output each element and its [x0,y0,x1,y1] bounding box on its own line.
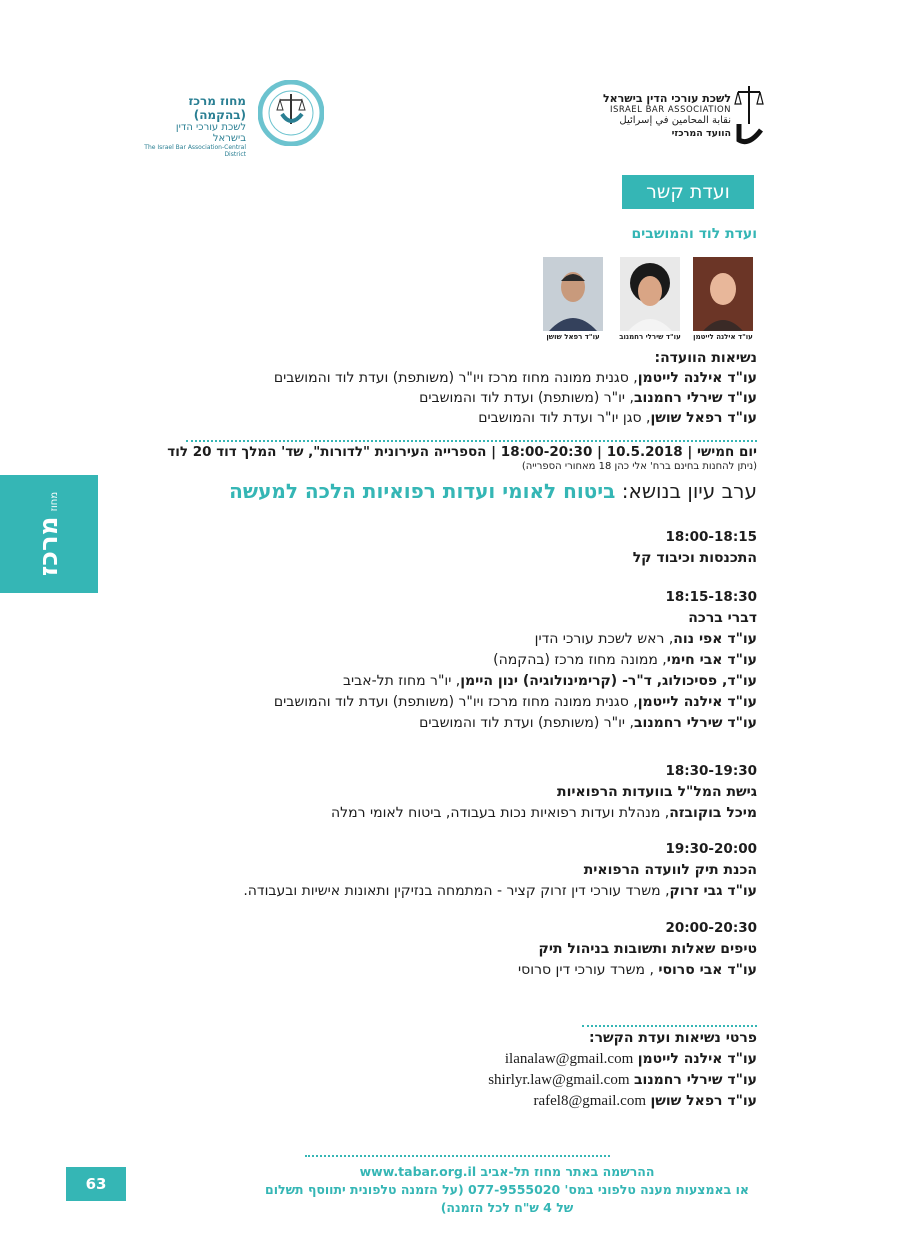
session-title: טיפים שאלות ותשובות בניהול תיק [538,941,757,957]
session-time: 19:30-20:00 [665,841,757,857]
chairs-heading: נשיאות הוועדה: [654,350,757,366]
session-title: דברי ברכה [688,610,757,626]
contact-name: עו"ד שירלי רחמנוב [633,1072,757,1088]
speaker-name: עו"ד אבי סרוסי [658,962,757,978]
contact-line [488,1091,757,1112]
contact-line [488,1070,757,1091]
speaker-line [274,650,757,671]
event-date: 10.5.2018 [606,444,683,460]
session-time: 18:30-19:30 [665,763,757,779]
speaker-name: עו"ד אפי נוה [673,631,757,647]
speaker-role: , מנהלת ועדות רפואיות נכות בעבודה, ביטוח לאומי רמלה [331,805,670,821]
photo-shirly-rachmanov [620,257,680,331]
speaker-line [331,803,757,824]
speaker-name: עו"ד אבי חימי [666,652,757,668]
logo-right-line2: ISRAEL BAR ASSOCIATION [610,105,731,115]
speaker-name: עו"ד, פסיכולוג, ד"ר- (קרימינולוגיה) ינון היימן [460,673,757,689]
speaker-role: , סגנית ממונה מחוז מרכז ויו"ר (משותפת) ועדת לוד והמושבים [273,694,638,710]
district-side-tab [0,475,98,593]
contact-email[interactable]: rafel8@gmail.com [533,1093,646,1109]
event-details: יום חמישי | 10.5.2018 | 18:00-20:30 | הספרייה העירונית "לדורות", שד' המלך דוד 20 לוד [167,444,757,460]
bar-association-logo [600,82,765,152]
footer-line2: או באמצעות מענה טלפוני במס' 077-9555020 (על הזמנה טלפונית יתווסף תשלום של 4 ש"ח לכל הזמנה) [265,1182,749,1215]
speaker-role: , יו"ר מחוז תל-אביב [342,673,461,689]
event-day: יום חמישי [697,444,757,460]
chair-role: , יו"ר (משותפת) ועדת לוד והמושבים [419,390,634,406]
speaker-role: , ממונה מחוז מרכז (בהקמה) [493,652,667,668]
photo-caption: עו"ד אילנה לייטמן [693,333,753,341]
session-block [274,587,757,734]
footer-line1 [257,1163,757,1181]
speaker-line [518,960,757,981]
divider-dotted [305,1155,610,1157]
photo-caption: עו"ד רפאל שושן [546,333,600,341]
registration-footer [257,1163,757,1217]
contact-name: עו"ד אילנה לייטמן [637,1051,757,1067]
committee-chairs [274,348,757,428]
photo-ilana-leitman [693,257,753,331]
session-time: 18:15-18:30 [665,589,757,605]
session-time: 20:00-20:30 [665,920,757,936]
divider-dotted [582,1025,757,1027]
chair-name: עו"ד אילנה לייטמן [637,370,757,386]
speaker-role: , ראש לשכת עורכי הדין [534,631,674,647]
chair-line [274,408,757,428]
logo-left-line2: לשכת עורכי הדין בישראל [175,122,246,144]
speaker-role: , משרד עורכי דין זרוק קציר - המתמחה בנזיקין ותאונות אישיות ובעבודה. [243,883,670,899]
parking-note: (ניתן להחנות בחינם ברח' אלי כהן 18 מאחורי הספרייה) [521,461,757,472]
speaker-role: , יו"ר (משותפת) ועדת לוד והמושבים [419,715,634,731]
session-block [633,527,757,569]
logo-right-line1: לשכת עורכי הדין בישראל [602,92,731,105]
session-title: הכנת תיק לוועדה הרפואית [583,862,757,878]
speaker-line [274,671,757,692]
logo-left-line1: מחוז מרכז (בהקמה) [188,94,246,122]
session-block [243,839,757,902]
session-title: התכנסות וכיבוד קל [632,550,757,566]
central-district-logo [140,80,340,158]
side-tab-label [34,492,64,576]
portrait-woman-icon [620,257,680,331]
contact-name: עו"ד רפאל שושן [650,1093,757,1109]
chair-name: עו"ד רפאל שושן [650,410,757,426]
event-topic [229,479,757,503]
footer-url[interactable]: www.tabar.org.il [359,1164,477,1179]
logo-right-line4: הוועד המרכזי [671,128,731,139]
contacts-heading: פרטי נשיאות ועדת הקשר: [588,1030,757,1046]
chair-role: , סגנית ממונה מחוז מרכז ויו"ר (משותפת) ועדת לוד והמושבים [273,370,638,386]
chair-line [274,368,757,388]
speaker-name: עו"ד שירלי רחמנוב [633,715,757,731]
photo-caption: עו"ד שירלי רחמנוב [619,333,681,341]
page-number: 63 [66,1167,126,1201]
topic-title: ביטוח לאומי ועדות רפואיות הלכה למעשה [229,479,616,503]
speaker-line [274,713,757,734]
side-tab-small: מחוז [49,491,60,512]
event-place: הספרייה העירונית "לדורות", שד' המלך דוד 20 לוד [167,444,487,460]
logo-right-line3: نقابة المحامين في إسرائيل [619,115,731,126]
session-title: גישת המל"ל בוועדות הרפואיות [557,784,757,800]
chair-name: עו"ד שירלי רחמנוב [633,390,757,406]
chair-line [274,388,757,408]
logo-left-line3: The Israel Bar Association-Central District [144,144,246,158]
portrait-woman-icon [693,257,753,331]
side-tab-big: מרכז [34,516,64,577]
contact-line [488,1049,757,1070]
session-time: 18:00-18:15 [665,529,757,545]
committee-badge: ועדת קשר [622,175,754,209]
speaker-line [274,629,757,650]
speaker-name: עו"ד גבי זרוק [669,883,757,899]
contact-email[interactable]: ilanalaw@gmail.com [504,1051,634,1067]
speaker-line [243,881,757,902]
topic-prefix: ערב עיון בנושא: [621,479,757,503]
footer-text: ההרשמה באתר מחוז תל-אביב [480,1164,655,1179]
session-block [518,918,757,981]
chair-role: , סגן יו"ר ועדת לוד והמושבים [478,410,651,426]
speaker-role: , משרד עורכי דין סרוסי [518,962,659,978]
speaker-line [274,692,757,713]
portrait-man-icon [543,257,603,331]
speaker-name: עו"ד אילנה לייטמן [637,694,757,710]
event-time: 18:00-20:30 [500,444,593,460]
session-block [331,761,757,824]
district-seal-icon [258,80,324,146]
contacts-block [488,1028,757,1112]
divider-dotted [186,440,757,442]
contact-email[interactable]: shirlyr.law@gmail.com [488,1072,630,1088]
speaker-name: מיכל בוקובזה [669,805,757,821]
photo-rafael-shoshan [543,257,603,331]
scales-emblem-icon [733,84,765,148]
committee-subtitle: ועדת לוד והמושבים [631,226,757,242]
